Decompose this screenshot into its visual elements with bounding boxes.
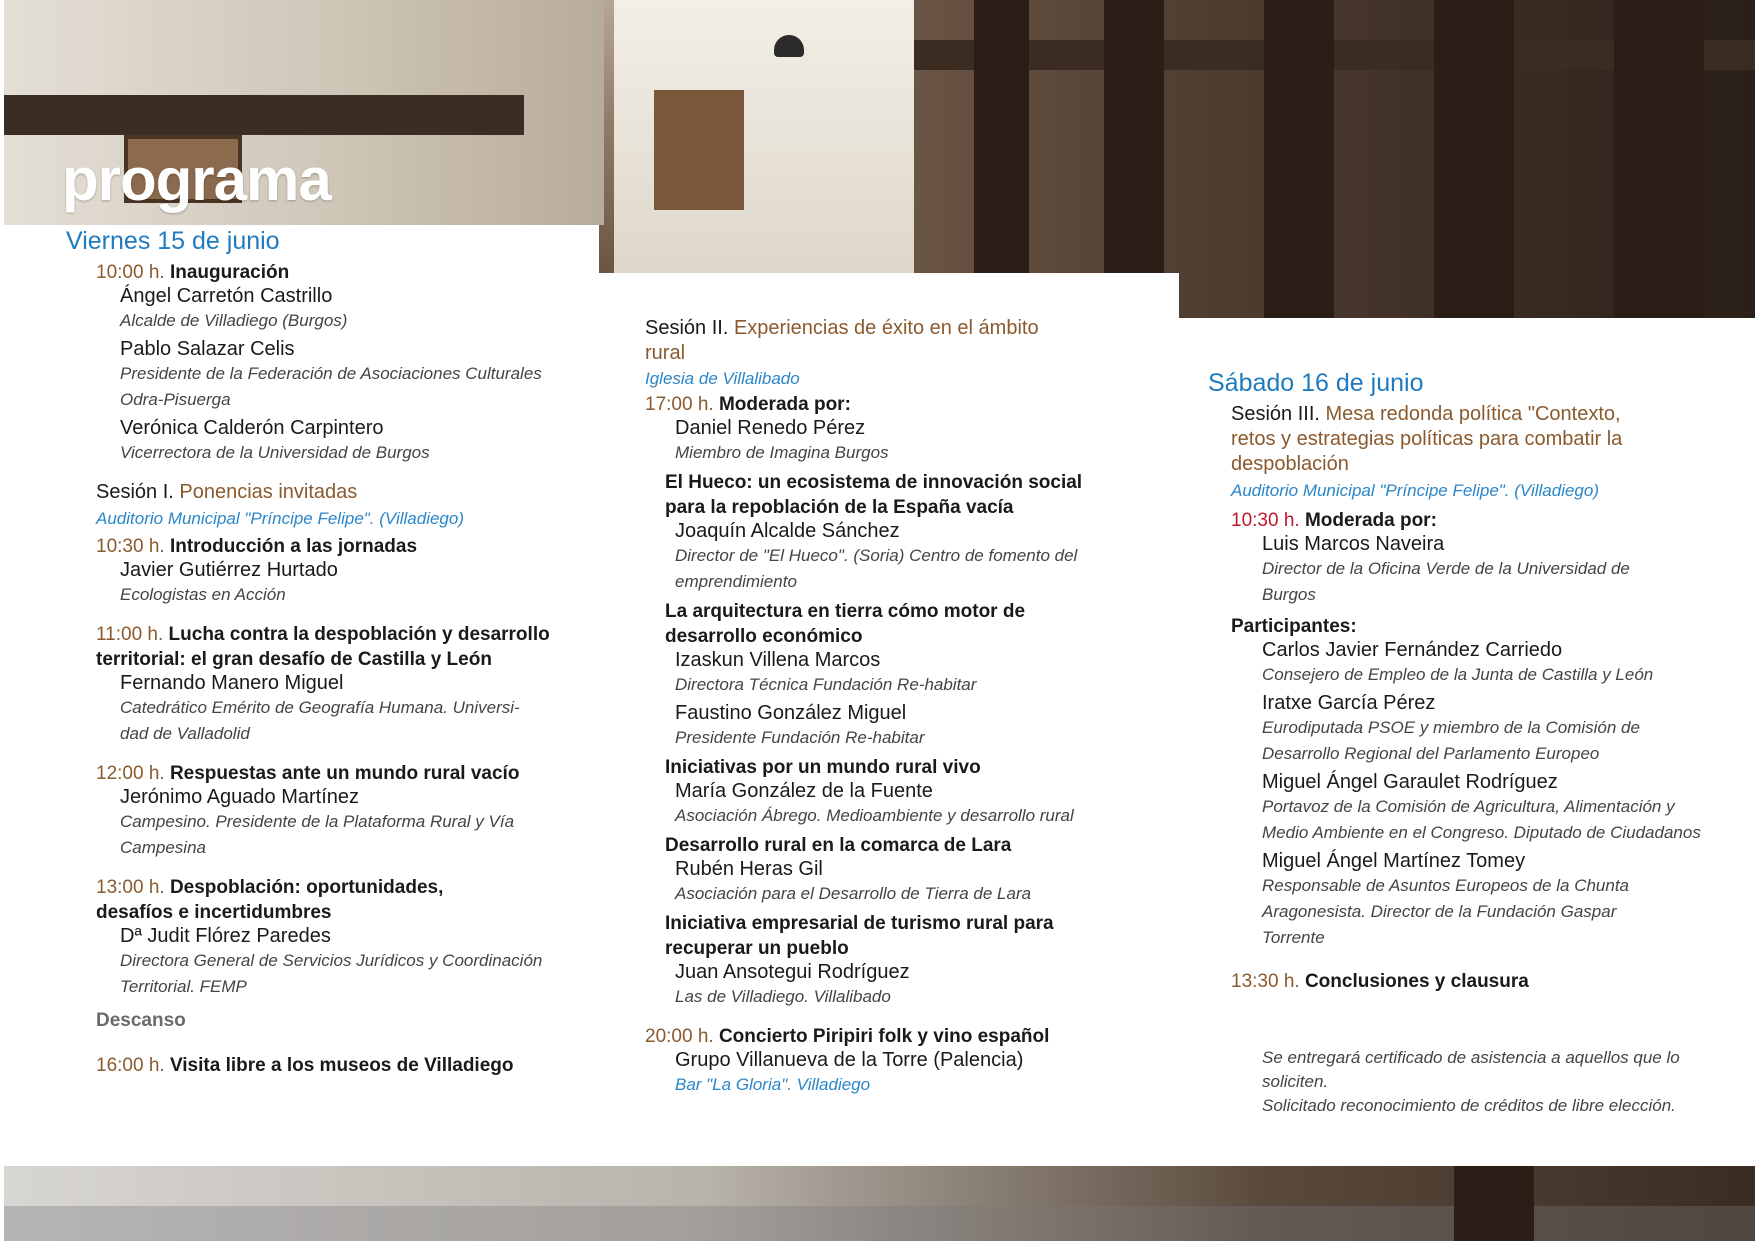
speaker-name: Izaskun Villena Marcos bbox=[675, 649, 881, 671]
item-title: Iniciativas por un mundo rural vivo bbox=[665, 757, 981, 778]
speaker-role: Eurodiputada PSOE y miembro de la Comisión de bbox=[1262, 717, 1640, 737]
time: 10:30 h. bbox=[96, 535, 165, 557]
item-title: Inauguración bbox=[169, 261, 290, 283]
session-name: despoblación bbox=[1231, 452, 1349, 475]
time: 20:00 h. bbox=[645, 1026, 714, 1047]
column-session2 bbox=[645, 316, 1165, 1098]
photo-balcony bbox=[654, 90, 744, 210]
column-friday bbox=[66, 228, 586, 1078]
break-label: Descanso bbox=[96, 1009, 186, 1031]
speaker-role: Consejero de Empleo de la Junta de Castilla y León bbox=[1262, 664, 1654, 684]
footnote-line: Se entregará certificado de asistencia a aquellos que lo bbox=[1262, 1047, 1680, 1067]
speaker-role: Campesina bbox=[120, 837, 206, 857]
agenda-item bbox=[96, 875, 586, 900]
speaker-name: Miguel Ángel Martínez Tomey bbox=[1262, 849, 1526, 872]
speaker-role: Torrente bbox=[1262, 927, 1325, 947]
speaker-role: Burgos bbox=[1262, 584, 1316, 604]
item-title: Lucha contra la despoblación y desarrollo bbox=[168, 623, 550, 645]
session-name: Experiencias de éxito en el ámbito bbox=[733, 317, 1039, 339]
speaker-name: Ángel Carretón Castrillo bbox=[120, 284, 333, 307]
speaker-name: Pablo Salazar Celis bbox=[120, 337, 295, 360]
speaker-role: Directora General de Servicios Jurídicos y Coordinación bbox=[120, 950, 543, 970]
speaker-role: Miembro de Imagina Burgos bbox=[675, 443, 889, 462]
speaker-role: Desarrollo Regional del Parlamento Europeo bbox=[1262, 743, 1600, 763]
speaker-role: dad de Valladolid bbox=[120, 723, 250, 743]
photo-roof bbox=[4, 95, 524, 135]
item-title: Moderada por: bbox=[1304, 509, 1437, 531]
speaker bbox=[120, 285, 586, 466]
item-title: desarrollo económico bbox=[665, 626, 863, 647]
speaker-name: Joaquín Alcalde Sánchez bbox=[675, 520, 900, 542]
item-title: Iniciativa empresarial de turismo rural para bbox=[665, 913, 1054, 934]
item-title: Concierto Piripiri folk y vino español bbox=[718, 1026, 1050, 1047]
item-title: recuperar un pueblo bbox=[665, 938, 849, 959]
venue: Bar "La Gloria". Villadiego bbox=[675, 1075, 871, 1094]
footer-photo bbox=[4, 1166, 1755, 1241]
time: 17:00 h. bbox=[645, 394, 714, 415]
time: 12:00 h. bbox=[96, 762, 165, 784]
speaker-role: Director de "El Hueco". (Soria) Centro de fomento del bbox=[675, 546, 1078, 565]
venue: Iglesia de Villalibado bbox=[645, 369, 800, 388]
speaker-name: Luis Marcos Naveira bbox=[1262, 532, 1445, 555]
speaker-name: Javier Gutiérrez Hurtado bbox=[120, 558, 338, 581]
session-label: Sesión II. bbox=[645, 317, 729, 339]
speaker-role: Odra-Pisuerga bbox=[120, 389, 231, 409]
speaker-name: Iratxe García Pérez bbox=[1262, 691, 1436, 714]
time: 10:30 h. bbox=[1231, 509, 1300, 531]
speaker-role: Las de Villadiego. Villalibado bbox=[675, 987, 891, 1006]
photo-beam bbox=[1614, 0, 1704, 320]
time: 13:00 h. bbox=[96, 876, 165, 898]
speaker-role: Alcalde de Villadiego (Burgos) bbox=[120, 310, 348, 330]
agenda-item bbox=[1231, 969, 1748, 994]
speaker-role: Director de la Oficina Verde de la Universidad de bbox=[1262, 558, 1630, 578]
speaker-name: Carlos Javier Fernández Carriedo bbox=[1262, 638, 1563, 661]
session-name: retos y estrategias políticas para combatir la bbox=[1231, 427, 1623, 450]
speaker-role: Asociación Ábrego. Medioambiente y desarrollo rural bbox=[675, 806, 1074, 825]
session-name: Ponencias invitadas bbox=[179, 480, 358, 503]
photo-arcade bbox=[914, 0, 1755, 320]
footnote-line: Solicitado reconocimiento de créditos de libre elección. bbox=[1262, 1095, 1676, 1115]
speaker-role: Presidente Fundación Re-habitar bbox=[675, 728, 925, 747]
speaker-role: Portavoz de la Comisión de Agricultura, Alimentación y bbox=[1262, 796, 1675, 816]
speaker-role: Presidente de la Federación de Asociaciones Culturales bbox=[120, 363, 542, 383]
speaker-name: Fernando Manero Miguel bbox=[120, 671, 344, 694]
day-heading: Sábado 16 de junio bbox=[1208, 369, 1424, 397]
photo-beam bbox=[974, 0, 1029, 320]
item-title: Conclusiones y clausura bbox=[1304, 970, 1529, 992]
agenda-item bbox=[645, 392, 1165, 417]
time: 16:00 h. bbox=[96, 1054, 165, 1076]
speaker-name: Jerónimo Aguado Martínez bbox=[120, 785, 360, 808]
item-title: Despoblación: oportunidades, bbox=[169, 876, 444, 898]
time: 13:30 h. bbox=[1231, 970, 1300, 992]
agenda-item bbox=[1231, 508, 1748, 533]
session-heading bbox=[1231, 402, 1748, 1118]
item-title: El Hueco: un ecosistema de innovación social bbox=[665, 472, 1083, 493]
agenda-item bbox=[96, 260, 586, 285]
speaker-role: Directora Técnica Fundación Re-habitar bbox=[675, 675, 977, 694]
item-title: para la repoblación de la España vacía bbox=[665, 497, 1014, 518]
agenda-item bbox=[96, 534, 586, 559]
item-title: desafíos e incertidumbres bbox=[96, 901, 332, 923]
speaker-name: Juan Ansotegui Rodríguez bbox=[675, 961, 910, 983]
page-title: programa bbox=[62, 146, 331, 213]
speaker-name: Faustino González Miguel bbox=[675, 702, 907, 724]
item-title: territorial: el gran desafío de Castilla y León bbox=[96, 648, 492, 670]
item-title: Desarrollo rural en la comarca de Lara bbox=[665, 835, 1012, 856]
day-heading: Viernes 15 de junio bbox=[66, 227, 280, 255]
item-title: Visita libre a los museos de Villadiego bbox=[169, 1054, 514, 1076]
photo-lamp bbox=[774, 35, 804, 57]
speaker-name: Dª Judit Flórez Paredes bbox=[120, 924, 331, 947]
speaker-role: Ecologistas en Acción bbox=[120, 584, 286, 604]
item-title: La arquitectura en tierra cómo motor de bbox=[665, 601, 1026, 622]
participants-label: Participantes: bbox=[1231, 615, 1357, 637]
speaker-role: Asociación para el Desarrollo de Tierra de Lara bbox=[675, 884, 1032, 903]
agenda-item bbox=[96, 761, 586, 786]
venue: Auditorio Municipal "Príncipe Felipe". (Villadiego) bbox=[96, 508, 464, 528]
session-label: Sesión I. bbox=[96, 480, 174, 503]
item-title: Respuestas ante un mundo rural vacío bbox=[169, 762, 520, 784]
footnote bbox=[1262, 1046, 1748, 1118]
footnote-line: soliciten. bbox=[1262, 1071, 1329, 1091]
speaker-role: Aragonesista. Director de la Fundación Gaspar bbox=[1262, 901, 1617, 921]
agenda-item bbox=[96, 622, 586, 647]
time: 10:00 h. bbox=[96, 261, 165, 283]
session-heading bbox=[96, 480, 586, 505]
time: 11:00 h. bbox=[96, 623, 164, 645]
speaker-name: María González de la Fuente bbox=[675, 780, 933, 802]
session-name: Mesa redonda política "Contexto, bbox=[1325, 402, 1621, 425]
agenda-item bbox=[96, 1053, 586, 1078]
speaker-role: Medio Ambiente en el Congreso. Diputado de Ciudadanos bbox=[1262, 822, 1701, 842]
photo-beam bbox=[1264, 0, 1334, 320]
speaker-name: Miguel Ángel Garaulet Rodríguez bbox=[1262, 770, 1558, 793]
photo-beam bbox=[1434, 0, 1514, 320]
session-name: rural bbox=[645, 342, 686, 364]
agenda-item bbox=[645, 1024, 1165, 1049]
speaker-name: Daniel Renedo Pérez bbox=[675, 417, 866, 439]
speaker-role: emprendimiento bbox=[675, 572, 797, 591]
speaker-role: Campesino. Presidente de la Plataforma Rural y Vía bbox=[120, 811, 515, 831]
speaker-name: Verónica Calderón Carpintero bbox=[120, 416, 384, 439]
photo-street bbox=[614, 0, 914, 280]
column-saturday bbox=[1208, 370, 1748, 1118]
venue: Auditorio Municipal "Príncipe Felipe". (Villadiego) bbox=[1231, 480, 1599, 500]
speaker-name: Grupo Villanueva de la Torre (Palencia) bbox=[675, 1049, 1024, 1071]
photo-post bbox=[1454, 1166, 1534, 1241]
speaker-role: Territorial. FEMP bbox=[120, 976, 247, 996]
item-title: Moderada por: bbox=[718, 394, 851, 415]
speaker-role: Responsable de Asuntos Europeos de la Chunta bbox=[1262, 875, 1630, 895]
session-heading bbox=[645, 316, 1165, 341]
speaker-role: Catedrático Emérito de Geografía Humana. Universi- bbox=[120, 697, 520, 717]
talk-block bbox=[665, 470, 1165, 1010]
session-label: Sesión III. bbox=[1231, 402, 1320, 425]
speaker-role: Vicerrectora de la Universidad de Burgos bbox=[120, 442, 430, 462]
speaker-name: Rubén Heras Gil bbox=[675, 858, 823, 880]
item-title: Introducción a las jornadas bbox=[169, 535, 418, 557]
photo-beam bbox=[1104, 0, 1164, 320]
